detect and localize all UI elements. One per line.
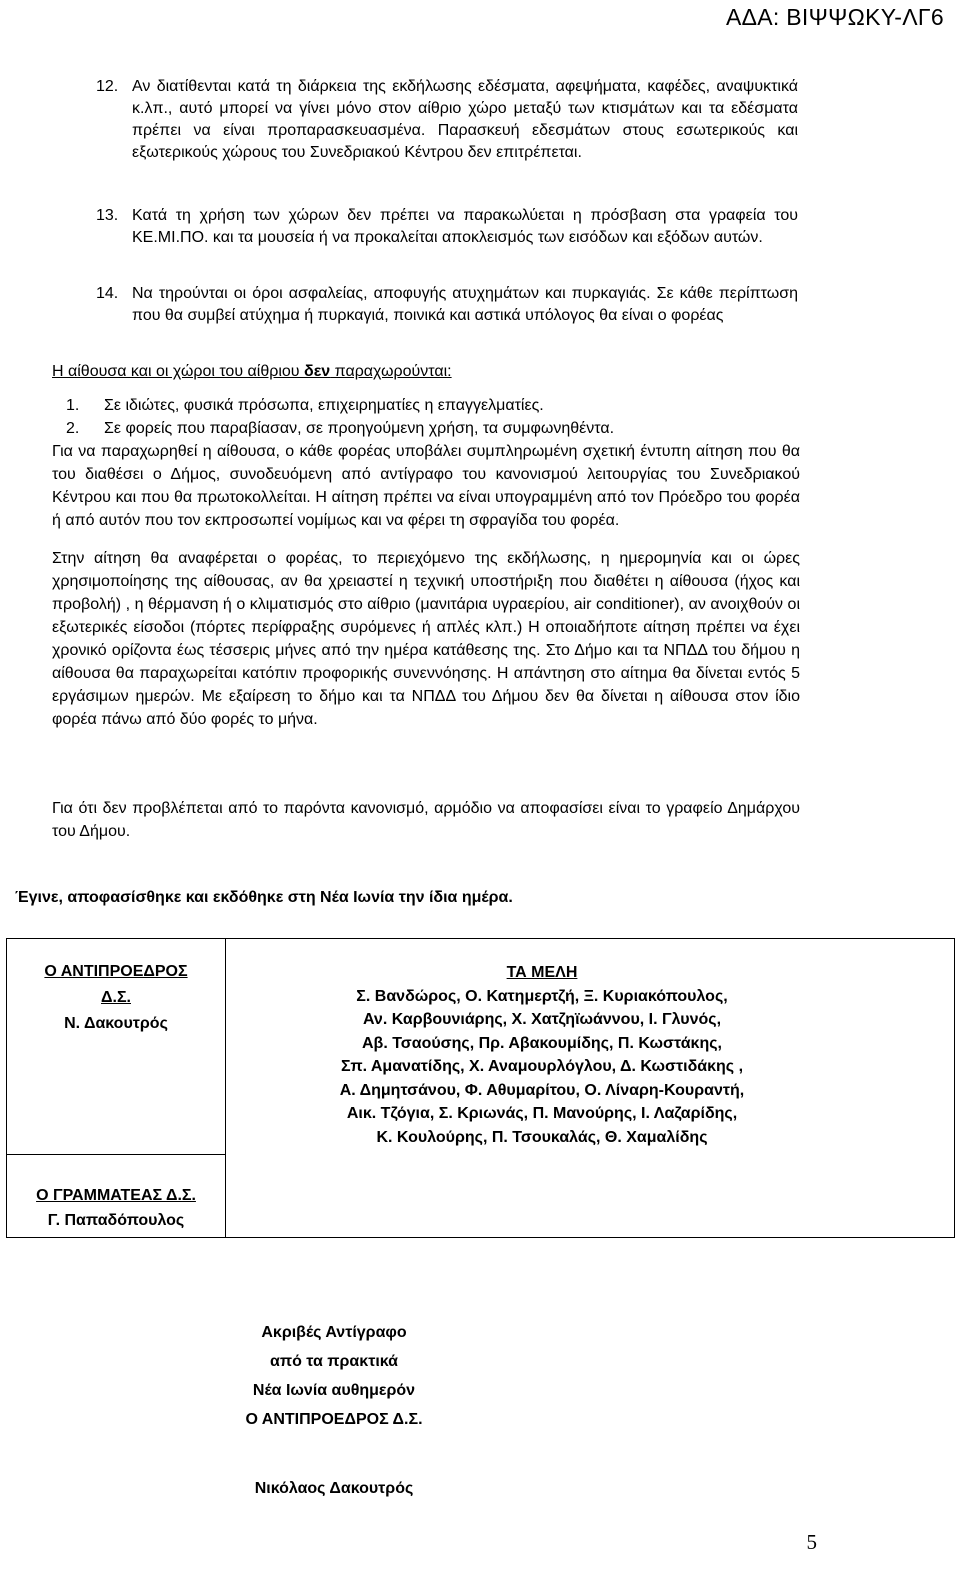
vice-chair-title: Ο ΑΝΤΙΠΡΟΕΔΡΟΣ: [44, 963, 188, 980]
page-number: 5: [806, 1530, 817, 1554]
certified-copy-signer: Νικόλαος Δακουτρός: [254, 1480, 414, 1497]
item-text: Κατά τη χρήση των χώρων δεν πρέπει να παρακωλύεται η πρόσβαση στα γραφεία του ΚΕ.ΜΙ.ΠΟ. και τα μουσεία ή να προκαλείται αποκλεισμός των εισόδων και εξόδων αυτών.: [132, 207, 798, 246]
list-item-14: [96, 283, 798, 327]
vice-chair-cell: [7, 939, 226, 1155]
members-title: ΤΑ ΜΕΛΗ: [506, 964, 578, 981]
restriction-heading-end: παραχωρούνται:: [330, 363, 452, 380]
members-cell: [226, 939, 955, 1238]
certified-copy-line: Ακριβές Αντίγραφο: [261, 1324, 407, 1341]
list-item-12: [96, 76, 798, 164]
certified-copy-line: Νέα Ιωνία αυθημερόν: [252, 1382, 416, 1399]
members-line: Σ. Βανδώρος, Ο. Κατημερτζή, Ξ. Κυριακόπουλος,: [356, 987, 728, 1005]
restriction-number: 1.: [66, 397, 80, 414]
secretary-name: Γ. Παπαδόπουλος: [47, 1212, 185, 1229]
certified-copy-block: [214, 1318, 454, 1434]
members-line: Αν. Καρβουνιάρης, Χ. Χατζηϊωάννου, Ι. Γλυνός,: [362, 1011, 722, 1028]
list-item-13: [96, 205, 798, 249]
secretary-title: Ο ΓΡΑΜΜΑΤΕΑΣ Δ.Σ.: [36, 1187, 196, 1204]
restriction-number: 2.: [66, 420, 80, 437]
final-statement: Έγινε, αποφασίσθηκε και εκδόθηκε στη Νέα Ιωνία την ίδια ημέρα.: [15, 889, 513, 906]
item-number: 13.: [96, 207, 119, 224]
vice-chair-name: Ν. Δακουτρός: [64, 1015, 168, 1032]
item-text: Αν διατίθενται κατά τη διάρκεια της εκδήλωσης εδέσματα, αφεψήματα, καφέδες, αναψυκτικά κ.λπ., αυτό μπορεί να γίνει μόνο στον αίθριο χώρο μεταξύ των κτισμάτων και τα εδέσματα πρέπει να είναι προπαρασκευασμένα. Παρασκευή εδεσμάτων στους εσωτερικούς και εξωτερικούς χώρους του Συνεδριακού Κέντρου δεν επιτρέπεται.: [132, 78, 798, 161]
document-code-header: ΑΔΑ: ΒΙΨΨΩΚΥ-ΛΓ6: [725, 4, 944, 30]
paragraph-application-details: Στην αίτηση θα αναφέρεται ο φορέας, το περιεχόμενο της εκδήλωσης, η ημερομηνία και οι ώρες χρησιμοποίησης της αίθουσας, αν θα χρειαστεί η τεχνική υποστήριξη που διαθέτει η αίθουσα (ήχος και προβολή) , η θέρμανση ή ο κλιματισμός στο αίθριο (μανιτάρια υγραερίου, air conditioner), αν ανοιχθούν οι εξωτερικές είσοδοι (πόρτες περίφραξης συρόμενες ή απλές κλπ.) Η οποιαδήποτε αίτηση πρέπει να έχει χρονικό ορίζοντα έως τέσσερις μήνες από την ημέρα κατάθεσης της. Στο Δήμο και τα ΝΠΔΔ του δήμου η αίθουσα θα παραχωρείται κατόπιν προφορικής συνεννόησης. Η απάντηση στο αίτημα θα δίνεται εντός 5 εργάσιμων ημερών. Με εξαίρεση το δήμο και τα ΝΠΔΔ του Δήμου δεν θα δίνεται η αίθουσα στον ίδιο φορέα πάνω από δύο φορές το μήνα.: [52, 550, 800, 728]
members-line: Σπ. Αμανατίδης, Χ. Αναμουρλόγλου, Δ. Κωστιδάκης ,: [340, 1058, 744, 1075]
certified-copy-line: Ο ΑΝΤΙΠΡΟΕΔΡΟΣ Δ.Σ.: [245, 1411, 423, 1428]
restriction-heading: [52, 361, 752, 383]
signature-table: [6, 938, 955, 1238]
restriction-heading-start: Η αίθουσα και οι χώροι του αίθριου: [52, 363, 304, 380]
restriction-text: Σε ιδιώτες, φυσικά πρόσωπα, επιχειρηματίες η επαγγελματίες.: [104, 397, 544, 414]
vice-chair-org: Δ.Σ.: [101, 989, 131, 1006]
restriction-text: Σε φορείς που παραβίασαν, σε προηγούμενη χρήση, τα συμφωνηθέντα.: [104, 420, 615, 437]
item-text: Να τηρούνται οι όροι ασφαλείας, αποφυγής ατυχημάτων και πυρκαγιάς. Σε κάθε περίπτωση που θα συμβεί ατύχημα ή πυρκαγιά, ποινικά και αστικά υπόλογος θα είναι ο φορέας: [132, 285, 798, 324]
restriction-heading-emphasis: δεν: [303, 363, 331, 380]
members-line: Α. Δημητσάνου, Φ. Αθυμαρίτου, Ο. Λίναρη-Κουραντή,: [339, 1081, 745, 1099]
restriction-item-1: [66, 395, 544, 417]
paragraph-application: Για να παραχωρηθεί η αίθουσα, ο κάθε φορέας υποβάλει συμπληρωμένη σχετική έντυπη αίτηση που θα του διαθέσει ο Δήμος, συνοδευόμενη από αντίγραφο του κανονισμού λειτουργίας του Συνεδριακού Κέντρου και που θα πρωτοκολλείται. Η αίτηση πρέπει να είναι υπογραμμένη από τον Πρόεδρο του φορέα ή από αυτόν που τον εκπροσωπεί νομίμως και να φέρει τη σφραγίδα του φορέα.: [52, 443, 800, 529]
item-number: 14.: [96, 285, 119, 302]
certified-copy-line: από τα πρακτικά: [270, 1353, 398, 1370]
secretary-cell: [7, 1155, 226, 1238]
members-line: Κ. Κουλούρης, Π. Τσουκαλάς, Θ. Χαμαλίδης: [376, 1128, 708, 1146]
restriction-item-2: [66, 418, 614, 440]
members-line: Αικ. Τζόγια, Σ. Κριωνάς, Π. Μανούρης, Ι. Λαζαρίδης,: [346, 1105, 738, 1122]
item-number: 12.: [96, 78, 119, 95]
paragraph-unforeseen: Για ότι δεν προβλέπεται από το παρόντα κανονισμό, αρμόδιο να αποφασίσει είναι το γραφείο Δημάρχου του Δήμου.: [52, 800, 800, 840]
members-line: Αβ. Τσαούσης, Πρ. Αβακουμίδης, Π. Κωστάκης,: [362, 1034, 722, 1052]
